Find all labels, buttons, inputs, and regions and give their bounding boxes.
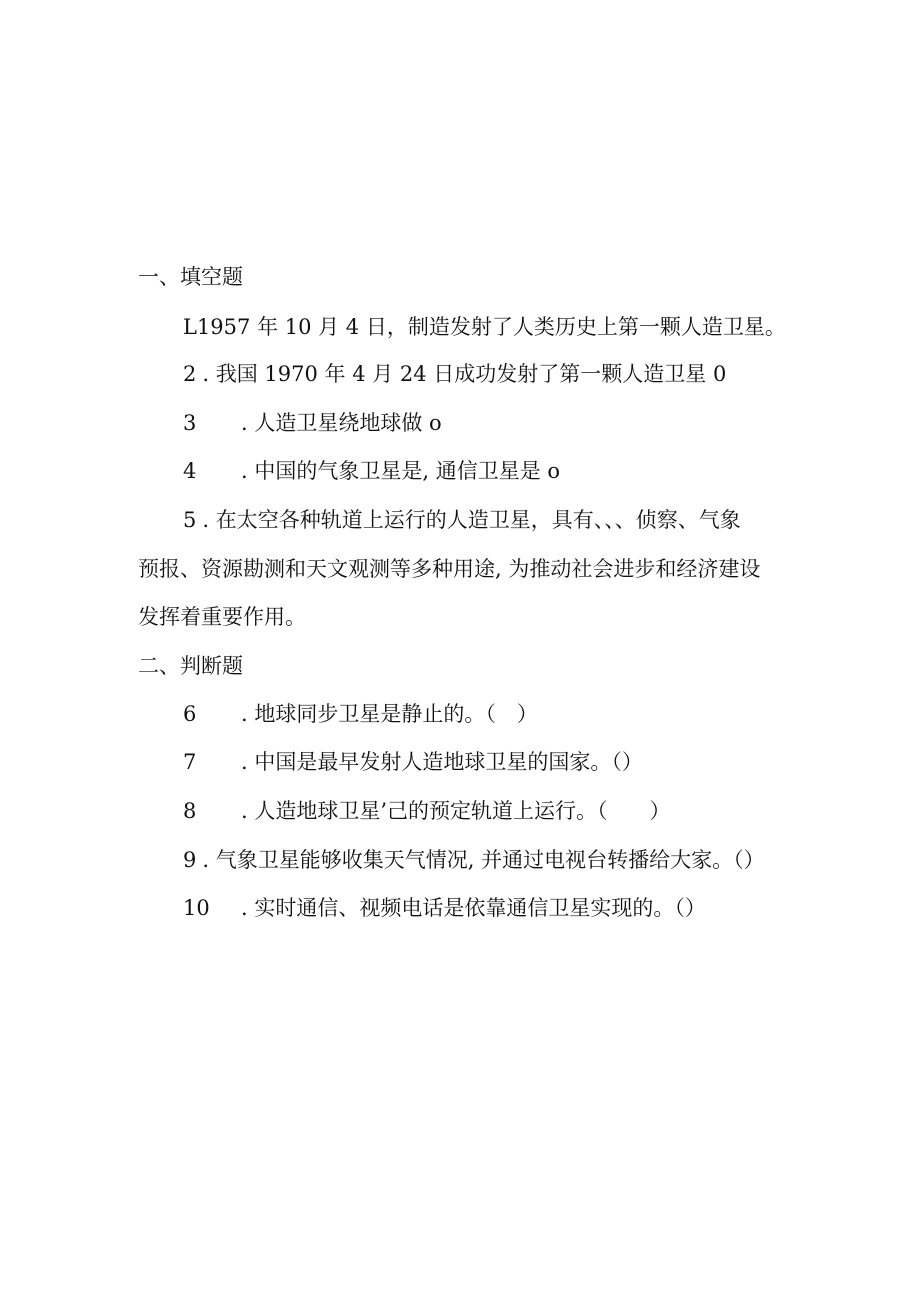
question-number: 7 xyxy=(183,750,197,774)
question-text: . 中国的气象卫星是, 通信卫星是 o xyxy=(241,459,561,483)
question-text: . 气象卫星能够收集天气情况, 并通过电视台转播给大家。（） xyxy=(202,848,765,872)
question-number: 10 xyxy=(183,896,210,920)
question-5-continuation: 发挥着重要作用。 xyxy=(138,605,306,629)
question-10 xyxy=(183,893,706,923)
question-number: 8 xyxy=(183,799,197,823)
question-8 xyxy=(183,796,671,826)
question-text: . 实时通信、视频电话是依靠通信卫星实现的。（） xyxy=(241,896,706,920)
question-text: . 地球同步卫星是静止的。（ ） xyxy=(241,702,538,726)
question-7 xyxy=(183,747,643,777)
question-9 xyxy=(183,845,765,875)
question-number: 4 xyxy=(183,459,197,483)
question-text: . 我国 1970 年 4 月 24 日成功发射了第一颗人造卫星 0 xyxy=(202,362,727,386)
question-number: 5 xyxy=(183,508,197,532)
section-heading-fill-blank: 一、填空题 xyxy=(138,265,243,289)
question-4 xyxy=(183,456,560,486)
question-3 xyxy=(183,408,442,438)
question-number: 6 xyxy=(183,702,197,726)
question-number: 3 xyxy=(183,411,197,435)
question-5 xyxy=(183,505,741,535)
question-text: . 人造卫星绕地球做 o xyxy=(241,411,442,435)
question-1: L1957 年 10 月 4 日，制造发射了人类历史上第一颗人造卫星。 xyxy=(183,315,786,339)
section-heading-true-false: 二、判断题 xyxy=(138,654,243,678)
question-text: . 人造地球卫星’己的预定轨道上运行。（ ） xyxy=(241,799,671,823)
question-2 xyxy=(183,359,726,389)
question-number: 2 xyxy=(183,362,197,386)
question-text: . 在太空各种轨道上运行的人造卫星，具有、、、侦察、气象 xyxy=(202,508,741,532)
question-number: 9 xyxy=(183,848,197,872)
question-6 xyxy=(183,699,538,729)
question-text: . 中国是最早发射人造地球卫星的国家。（） xyxy=(241,750,643,774)
question-5-continuation: 预报、资源勘测和天文观测等多种用途, 为推动社会进步和经济建设 xyxy=(138,557,761,581)
